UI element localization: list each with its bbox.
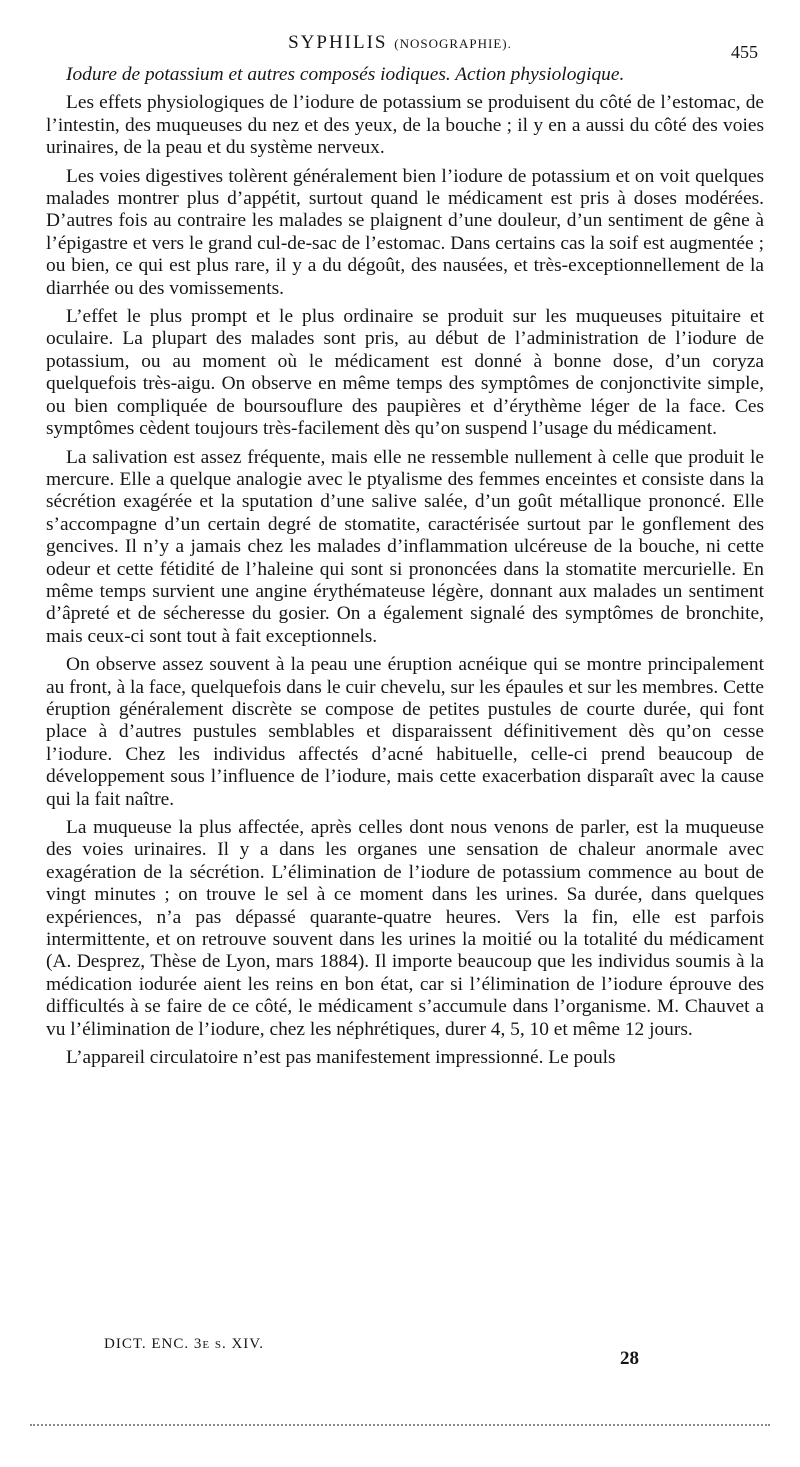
running-subtitle: (NOSOGRAPHIE). (394, 36, 512, 51)
paragraph-6: La muqueuse la plus affectée, après celles dont nous venons de parler, est la muqueuse des voies urinaires. Il y a dans les organes une sensation de chaleur anormale avec exagération de la sécrétion. L’élimination de l’iodure de potassium commence au bout de vingt minutes ; on trouve le sel à ce moment dans les urines. Sa durée, dans quelques expériences, n’a pas dépassé quarante-quatre heures. Vers la fin, elle est parfois intermittente, et on retrouve souvent dans les urines la moitié ou la totalité du médicament (A. Desprez, Thèse de Lyon, mars 1884). Il importe beaucoup que les individus soumis à la médication iodurée aient les reins en bon état, car si l’élimination de l’iodure éprouve des difficultés à se faire de ce côté, le médicament s’accumule dans l’organisme. M. Chauvet a vu l’élimination de l’iodure, chez les néphrétiques, durer 4, 5, 10 et même 12 jours. (46, 817, 764, 1040)
paragraph-1: Les effets physiologiques de l’iodure de potassium se produisent du côté de l’estomac, de l’intestin, des muqueuses du nez et des yeux, de la bouche ; il y en a aussi du côté des voies urinaires, de la peau et du système nerveux. (46, 92, 764, 159)
paragraph-3: L’effet le plus prompt et le plus ordinaire se produit sur les muqueuses pituitaire et oculaire. La plupart des malades sont pris, au début de l’administration de l’iodure de potassium, ou au moment où le médicament est donné à bonne dose, d’un coryza quelquefois très-aigu. On observe en même temps des symptômes de conjonctivite simple, ou bien compliquée de boursouflure des paupières et d’érythème léger de la face. Ces symptômes cèdent toujours très-facilement dès qu’on suspend l’usage du médicament. (46, 306, 764, 440)
sheet-number: 28 (620, 1348, 639, 1369)
running-head (0, 32, 800, 54)
footer-signature: DICT. ENC. 3e s. XIV. (104, 1336, 264, 1352)
paragraph-2: Les voies digestives tolèrent généralement bien l’iodure de potassium et on voit quelques malades montrer plus d’appétit, surtout quand le médicament est pris à doses modérées. D’autres fois au contraire les malades se plaignent d’une douleur, d’un sentiment de gêne à l’épigastre et vers le grand cul-de-sac de l’estomac. Dans certains cas la soif est augmentée ; ou bien, ce qui est plus rare, il y a du dégoût, des nausées, et très-exceptionnellement de la diarrhée ou des vomissements. (46, 165, 764, 299)
paragraph-5: On observe assez souvent à la peau une éruption acnéique qui se montre principalement au front, à la face, quelquefois dans le cuir chevelu, sur les épaules et sur les membres. Cette éruption généralement discrète se compose de petites pustules de courte durée, qui font place à d’autres pustules semblables et disparaissent définitivement dès qu’on cesse l’iodure. Chez les individus affectés d’acné habituelle, celle-ci prend beaucoup de développement sous l’influence de l’iodure, mais cette exacerbation disparaît avec la cause qui la fait naître. (46, 654, 764, 810)
running-title: SYPHILIS (288, 32, 388, 53)
body-text (46, 64, 764, 1075)
page-number: 455 (731, 42, 758, 62)
section-title: Iodure de potassium et autres composés iodiques. Action physiologique. (66, 64, 625, 85)
paragraph-4: La salivation est assez fréquente, mais elle ne ressemble nullement à celle que produit le mercure. Elle a quelque analogie avec le ptyalisme des femmes enceintes et consiste dans la sécrétion exagérée et la sputation d’une salive salée, d’un goût métallique prononcé. Elle s’accompagne d’un certain degré de stomatite, caractérisée surtout par le gonflement des gencives. Il n’y a jamais chez les malades d’inflammation ulcéreuse de la bouche, ni cette odeur et cette fétidité de l’haleine qui sont si prononcées dans la stomatite mercurielle. En même temps survient une angine érythémateuse légère, donnant aux malades un sentiment d’âpreté et de sécheresse du gosier. On a également signalé des symptômes de bronchite, mais ceux-ci sont tout à fait exceptionnels. (46, 446, 764, 647)
paragraph-7: L’appareil circulatoire n’est pas manifestement impressionné. Le pouls (66, 1047, 616, 1069)
scan-edge-divider (30, 1424, 770, 1426)
